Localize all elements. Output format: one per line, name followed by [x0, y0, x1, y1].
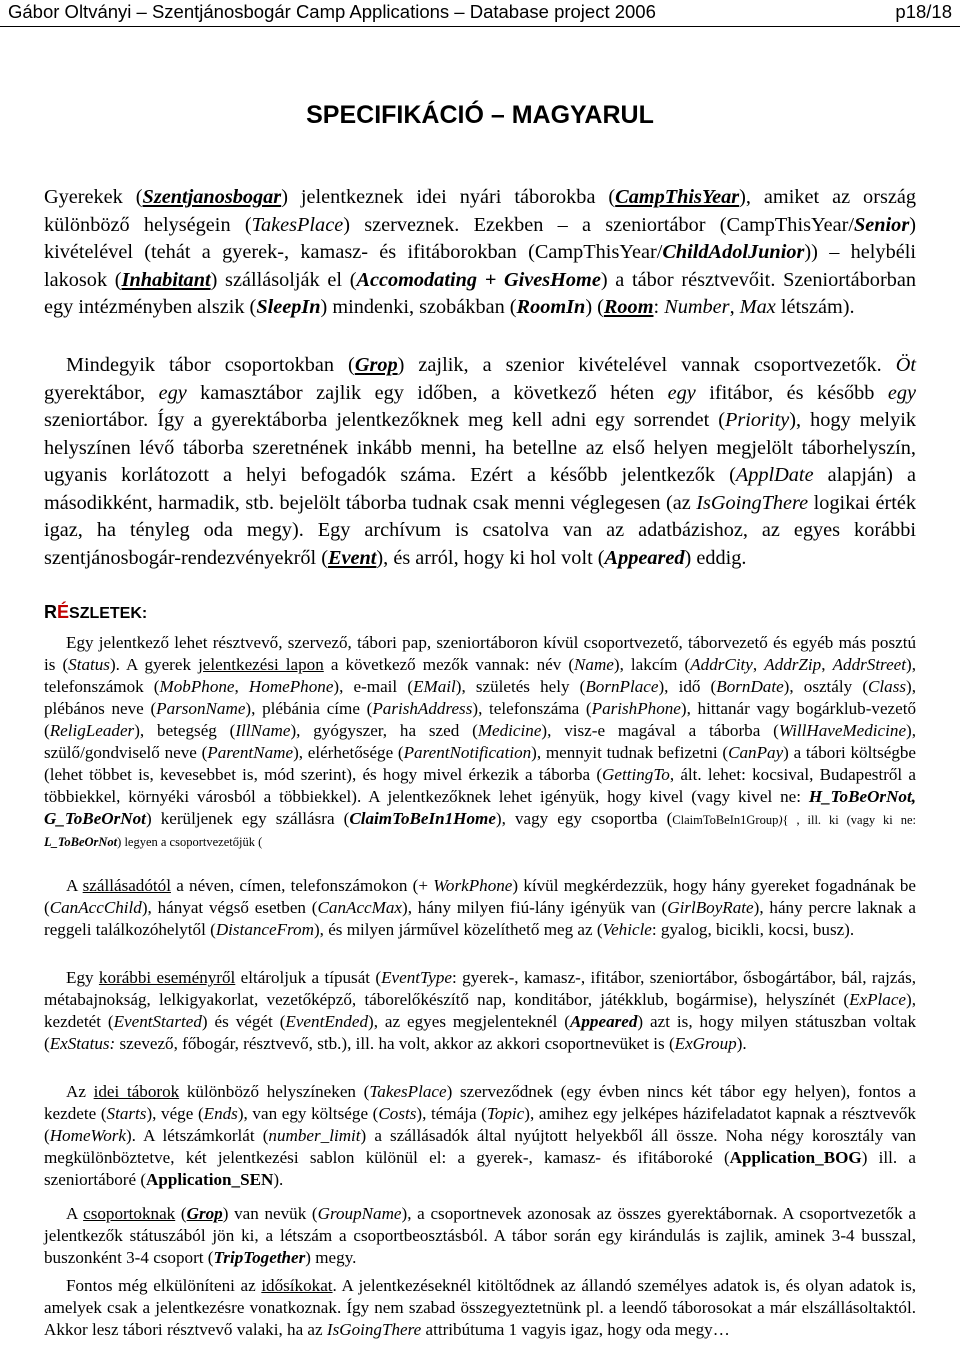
header-rule	[0, 26, 960, 27]
intro-paragraph-1: Gyerekek (Szentjanosbogar) jelentkeznek idei nyári táborokba (CampThisYear), amiket az ország különböző helységein (TakesPlace) szerveznek. Ezekben – a szeniortábor (CampThisYear/Senior) kivételével (tehát a gyerek-, kamasz- és ifitáborokban (CampThisYear/ChildAdolJunior)) – helybéli lakosok (Inhabitant) szállásolják el (Accomodating + GivesHome) a tábor résztvevőit. Szeniortáborban egy intézményben alszik (SleepIn) mindenki, szobákban (RoomIn) (Room: Number, Max létszám).	[44, 186, 916, 318]
details-paragraph-6: Fontos még elkülöníteni az idősíkokat. A jelentkezéseknél kitöltődnek az állandó személyes adatok is, és olyan adatok is, amelyek csak a jelentkezésre vonatkoznak. Így nem szabad összegyeztetnünk pl. a leendő táborosokat a már elszállásoltaktól. Akkor lesz tábori résztvevő valaki, ha az IsGoingThere attribútuma 1 vagyis igaz, hogy oda megy…	[44, 1276, 917, 1339]
details-paragraph-2: A szállásadótól a néven, címen, telefonszámokon (+ WorkPhone) kívül megkérdezzük, hogy hány gyereket fogadnának be (CanAccChild), hányat végső esetben (CanAccMax), hány milyen fiú-lány igényük van (GirlBoyRate), hány percre laknak a reggeli találkozóhelytől (DistanceFrom), és milyen járművel közelíthető meg az (Vehicle: gyalog, bicikli, kocsi, busz).	[44, 876, 916, 939]
intro-paragraph-2: Mindegyik tábor csoportokban (Grop) zajlik, a szenior kivételével vannak csoportvezetők. Öt gyerektábor, egy kamasztábor zajlik egy időben, a következő héten egy ifitábor, és később egy szeniortábor. Így a gyerektáborba jelentkezőknek meg kell adni egy sorrendet (Priority), hogy melyik helyszínen lévő táborba szeretnének inkább menni, ha betellne az első helyen megjelölt táborhelyszín, ugyanis korlátozott a helyi befogadók száma. Ezért a később jelentkezők (ApplDate alapján) a másodikként, harmadik, stb. bejelölt táborba tudnak csak menni véglegesen (az IsGoingThere logikai érték igaz, ha tényleg oda megy). Egy archívum is csatolva van az adatbázishoz, az egyes korábbi szentjánosbogár-rendezvényekről (Event), és arról, hogy ki hol volt (Appeared) eddig.	[44, 354, 916, 569]
details-paragraph-3: Egy korábbi eseményről eltároljuk a típusát (EventType: gyerek-, kamasz-, ifitábor, szeniortábor, ősbogártábor, bál, rajzás, métabajnokság, lelkigyakorlat, vezetőképző, táborelőkészítő nap, konditábor, játékklub, bogármise), helyszínét (ExPlace), kezdetét (EventStarted) és végét (EventEnded), az egyes megjelenteknél (Appeared) azt is, hogy milyen státuszban voltak (ExStatus: szevező, főbogár, résztvevő, stb.), ill. ha volt, akkor az akkori csoportnevüket is (ExGroup).	[44, 968, 917, 1053]
page-title: SPECIFIKÁCIÓ – MAGYARUL	[306, 101, 654, 129]
header-page-number: p18/18	[895, 1, 952, 22]
details-paragraph-4: Az idei táborok különböző helyszíneken (TakesPlace) szerveződnek (egy évben nincs két tábor egy helyen), fontos a kezdete (Starts), vége (Ends), van egy költsége (Costs), témája (Topic), amihez egy jelképes házifeladatot kapnak a résztvevők (HomeWork). A létszámkorlát (number_limit) a szállásadók által nyújtott helyekből áll össze. Noha négy korosztály van megkülönböztetve, két jelentkezési sablon különül el: a gyerek-, kamasz- és ifitáboroké (Application_BOG) ill. a szeniortáboré (Application_SEN).	[44, 1082, 916, 1189]
running-header	[8, 0, 952, 26]
details-heading: RÉSZLETEK:	[44, 602, 148, 622]
header-left-text: Gábor Oltványi – Szentjánosbogár Camp Applications – Database project 2006	[8, 1, 656, 22]
details-paragraph-1: Egy jelentkező lehet résztvevő, szervező, tábori pap, szeniortáboron kívül csoportvezető, táborvezető és egyéb más posztú is (Status). A gyerek jelentkezési lapon a következő mezők vannak: név (Name), lakcím (AddrCity, AddrZip, AddrStreet), telefonszámok (MobPhone, HomePhone), e-mail (EMail), születés hely (BornPlace), idő (BornDate), osztály (Class), plébános neve (ParsonName), plébánia címe (ParishAddress), telefonszáma (ParishPhone), hittanár vagy bogárklub-vezető (ReligLeader), betegség (IllName), gyógyszer, ha szed (Medicine), visz-e magával a táborba (WillHaveMedicine), szülő/gondviselő neve (ParentName), elérhetősége (ParentNotification), mennyit tudnak befizetni (CanPay) a tábori költségbe (lehet többet is, kevesebbet is, mód szerint), és hogy mivel érkezik a táborba (GettingTo, ált. lehet: kocsival, Budapestről a többiekkel, környéki városból a többiekkel). A jelentkezőknek lehet igényük, hogy kivel (vagy kivel ne: H_ToBeOrNot, G_ToBeOrNot) kerüljenek egy szállásra (ClaimToBeIn1Home), vagy egy csoportba (ClaimToBeIn1Group){ , ill. ki (vagy ki ne: L_ToBeOrNot) legyen a csoportvezetőjük (	[44, 633, 917, 849]
details-paragraph-5: A csoportoknak (Grop) van nevük (GroupName), a csoportnevek azonosak az összes gyerektábornak. A csoportvezetők a jelentkezők státuszából jön ki, a létszám a csoportbeosztásból. A tábor során egy kirándulás is zajlik, aminek 3-4 busszal, buszonként 3-4 csoport (TripTogether) megy.	[44, 1204, 916, 1267]
